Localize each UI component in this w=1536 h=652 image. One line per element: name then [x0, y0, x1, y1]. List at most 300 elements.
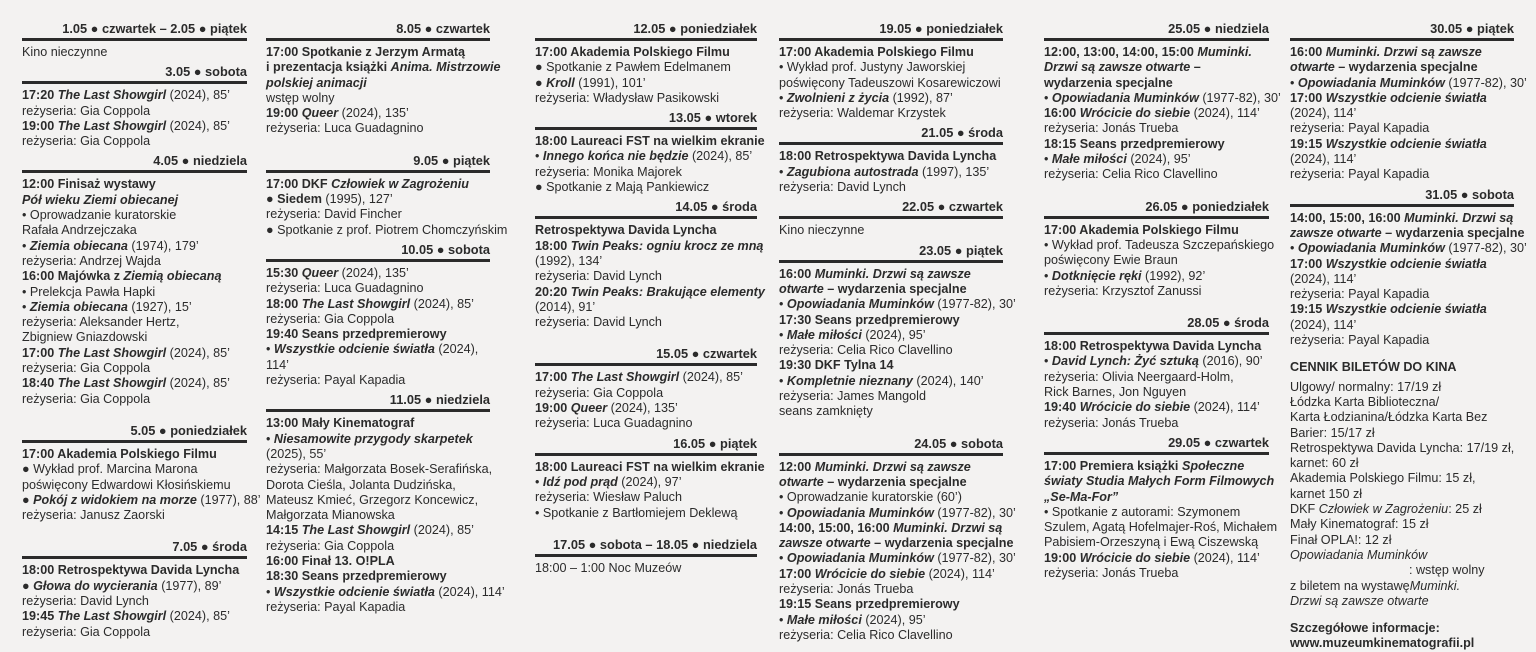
- text-segment: (1995), 127’: [321, 192, 393, 207]
- prices-title: CENNIK BILETÓW DO KINA: [1290, 360, 1457, 375]
- text-segment: The Last Showgirl: [301, 296, 411, 311]
- program-line: [779, 389, 1003, 404]
- text-segment: 19:30 DKF Tylna 14: [779, 358, 894, 373]
- schedule-column: [266, 21, 508, 620]
- program-line: [266, 493, 490, 508]
- text-segment: 19:00: [266, 106, 302, 121]
- text-segment: Wrócicie do siebie: [1079, 550, 1191, 565]
- program-line: [22, 285, 247, 300]
- program-line: [535, 134, 765, 149]
- text-segment: (1927), 15’: [127, 299, 192, 314]
- text-segment: 17:00 Akademia Polskiego Filmu: [22, 446, 217, 461]
- text-segment: reżyseria: Gia Coppola: [22, 361, 151, 376]
- text-segment: Idź pod prąd: [542, 474, 618, 489]
- text-segment: Niesamowite przygody skarpetek: [273, 431, 473, 446]
- program-line: [535, 416, 757, 431]
- program-line: [22, 300, 247, 315]
- program-line: [1290, 456, 1514, 471]
- program-line: [22, 119, 247, 134]
- program-line: [1290, 272, 1514, 287]
- text-segment: •: [1044, 90, 1052, 105]
- text-segment: 114’: [266, 357, 289, 372]
- program-line: [779, 313, 1003, 328]
- day-events: [22, 88, 247, 149]
- text-segment: 17:00: [535, 370, 571, 385]
- program-line: [266, 45, 490, 60]
- program-line: [1290, 380, 1514, 395]
- program-line: [1290, 45, 1514, 60]
- program-line: [266, 177, 490, 192]
- text-segment: Wrócicie do siebie: [814, 566, 926, 581]
- program-line: [779, 60, 1003, 75]
- text-segment: (2024), 85’: [166, 609, 230, 624]
- program-line: [266, 106, 490, 121]
- text-segment: Kompletnie nieznany: [786, 373, 913, 388]
- program-line: [1290, 517, 1514, 532]
- program-line: [266, 207, 490, 222]
- text-segment: ● Spotkanie z Mają Pankiewicz: [535, 180, 710, 195]
- text-segment: (2024), 135’: [338, 265, 409, 280]
- date-header: 3.05 ● sobota: [22, 65, 247, 84]
- schedule-column: [1044, 21, 1281, 586]
- program-line: [779, 165, 1003, 180]
- text-segment: Opowiadania Muminków: [1297, 75, 1445, 90]
- program-line: [779, 613, 1003, 628]
- text-segment: Wszystkie odcienie światła: [1325, 302, 1487, 317]
- program-line: [266, 358, 490, 373]
- text-segment: 16:00: [779, 266, 815, 281]
- text-segment: reżyseria: Jonás Trueba: [1044, 566, 1179, 581]
- text-segment: reżyseria: Waldemar Krzystek: [779, 106, 946, 121]
- text-segment: Zagubiona autostrada: [786, 164, 919, 179]
- program-line: [1044, 551, 1269, 566]
- program-line: [22, 447, 247, 462]
- text-segment: (2014), 91’: [535, 299, 596, 314]
- text-segment: poświęcony Ewie Braun: [1044, 253, 1178, 268]
- text-segment: (1977-82), 30’: [933, 551, 1016, 566]
- program-line: [22, 478, 247, 493]
- program-line: [266, 539, 490, 554]
- program-line: [779, 45, 1003, 60]
- program-line: [779, 282, 1003, 297]
- date-header: 24.05 ● sobota: [779, 437, 1003, 456]
- text-segment: 17:00: [22, 345, 58, 360]
- text-segment: Wszystkie odcienie światła: [273, 342, 435, 357]
- program-line: [22, 330, 247, 345]
- program-line: [535, 91, 757, 106]
- text-segment: ●: [266, 192, 278, 207]
- program-line: [535, 370, 757, 385]
- date-header: 31.05 ● sobota: [1290, 188, 1514, 207]
- text-segment: •: [266, 431, 274, 446]
- program-line: [22, 346, 247, 361]
- program-line: [535, 561, 757, 576]
- program-line: [1044, 370, 1269, 385]
- text-segment: •: [266, 584, 274, 599]
- day-events: [22, 45, 247, 60]
- date-header: 29.05 ● czwartek: [1044, 436, 1269, 455]
- program-line: [779, 297, 1016, 312]
- text-segment: Opowiadania Muminków: [1290, 547, 1428, 562]
- text-segment: (2024), 135’: [338, 106, 409, 121]
- text-segment: reżyseria: Gia Coppola: [22, 103, 151, 118]
- program-line: [1044, 385, 1269, 400]
- program-line: [266, 342, 490, 357]
- date-header: 14.05 ● środa: [535, 200, 757, 219]
- program-line: [535, 401, 757, 416]
- spacer: [779, 425, 1003, 437]
- program-line: [535, 223, 757, 238]
- program-line: [266, 447, 490, 462]
- website-link[interactable]: www.muzeumkinematografii.pl: [1290, 636, 1475, 651]
- text-segment: (2024), 114’: [434, 584, 505, 599]
- program-line: [1290, 91, 1514, 106]
- text-segment: – wydarzenia specjalne: [870, 536, 1014, 551]
- program-line: [1044, 152, 1269, 167]
- text-segment: (2024), 85’: [410, 296, 474, 311]
- text-segment: •: [22, 299, 30, 314]
- program-line: [1044, 459, 1269, 474]
- text-segment: (2024), 114’: [1290, 317, 1357, 332]
- schedule-column: [779, 21, 1016, 648]
- text-segment: 12:00: [779, 459, 815, 474]
- text-segment: Zbigniew Gniazdowski: [22, 330, 148, 345]
- text-segment: •: [779, 164, 787, 179]
- program-line: [1044, 354, 1269, 369]
- text-segment: Głowa do wycierania: [33, 578, 158, 593]
- program-line: [1290, 225, 1525, 241]
- day-events: [1044, 458, 1278, 581]
- text-segment: – wydarzenia specjalne: [823, 474, 967, 489]
- text-segment: Muminki. Drzwi są zawsze: [1325, 45, 1482, 59]
- program-line: [535, 254, 757, 269]
- text-segment: Opowiadania Muminków: [1297, 241, 1445, 256]
- text-segment: seans zamknięty: [779, 404, 873, 419]
- text-segment: (2024), 95’: [1126, 152, 1191, 167]
- day-events: [22, 177, 247, 406]
- date-header: 17.05 ● sobota – 18.05 ● niedziela: [535, 538, 757, 557]
- date-header: 25.05 ● niedziela: [1044, 22, 1269, 41]
- text-segment: The Last Showgirl: [57, 118, 167, 133]
- text-segment: 18:30 Seans przedpremierowy: [266, 569, 447, 584]
- text-segment: •: [535, 149, 543, 164]
- text-segment: reżyseria: Payal Kapadia: [1290, 333, 1430, 348]
- text-segment: •: [535, 474, 543, 489]
- program-line: [1044, 137, 1269, 152]
- program-line: [779, 490, 1003, 505]
- text-segment: • Wykład prof. Justyny Jaworskiej: [779, 60, 966, 75]
- text-segment: – wydarzenia specjalne: [823, 281, 967, 296]
- program-line: [266, 222, 508, 238]
- program-line: [779, 628, 1003, 643]
- program-line: [1044, 253, 1269, 268]
- program-line: [22, 376, 247, 391]
- text-segment: (1991), 101’: [574, 75, 646, 90]
- text-segment: Siedem: [277, 192, 322, 207]
- day-events: [1044, 222, 1275, 299]
- text-segment: reżyseria: Monika Majorek: [535, 164, 682, 179]
- text-segment: 16:00 Finał 13. O!PLA: [266, 554, 395, 569]
- text-segment: Ziemia obiecana: [29, 238, 128, 253]
- text-segment: • Oprowadzanie kuratorskie: [22, 208, 177, 223]
- text-segment: •: [1290, 75, 1298, 90]
- text-segment: 14:15: [266, 523, 302, 538]
- text-segment: zawsze otwarte: [779, 536, 871, 551]
- text-segment: reżyseria: Wiesław Paluch: [535, 490, 682, 505]
- program-line: [535, 269, 757, 284]
- program-line: [779, 106, 1003, 121]
- program-line: [1290, 594, 1514, 609]
- text-segment: 17:00 Akademia Polskiego Filmu: [779, 45, 974, 59]
- program-line: [1290, 333, 1514, 348]
- text-segment: reżyseria: Krzysztof Zanussi: [1044, 283, 1202, 298]
- text-segment: 19:15 Seans przedpremierowy: [779, 597, 960, 612]
- text-segment: 17:00 Spotkanie z Jerzym Armatą: [266, 45, 466, 59]
- spacer: [1290, 609, 1514, 621]
- program-line: [266, 523, 490, 538]
- text-segment: David Lynch: Żyć sztuką: [1051, 354, 1199, 369]
- text-segment: •: [779, 90, 787, 105]
- date-header: 7.05 ● środa: [22, 540, 247, 559]
- program-line: [779, 180, 1003, 195]
- text-segment: Retrospektywa Davida Lyncha: [535, 223, 717, 238]
- text-segment: • Wykład prof. Tadeusza Szczepańskiego: [1044, 237, 1275, 252]
- text-segment: Kino nieczynne: [22, 45, 108, 59]
- program-line: [779, 328, 1003, 343]
- text-segment: (2024), 85’: [166, 88, 230, 103]
- text-segment: Wszystkie odcienie światła: [1325, 256, 1487, 271]
- day-events: [535, 223, 765, 330]
- schedule-column: [1290, 21, 1527, 652]
- day-events: [266, 45, 501, 137]
- text-segment: 17:00: [1290, 90, 1326, 105]
- text-segment: Muminki. Drzwi są: [1404, 210, 1514, 225]
- program-line: [535, 506, 757, 521]
- program-line: [266, 373, 490, 388]
- text-segment: reżyseria: Gia Coppola: [266, 311, 395, 326]
- date-header: 1.05 ● czwartek – 2.05 ● piątek: [22, 22, 247, 41]
- program-line: [22, 392, 247, 407]
- program-line: [22, 269, 247, 284]
- program-line: [22, 45, 247, 60]
- program-line: [266, 312, 490, 327]
- text-segment: Rafała Andrzejczaka: [22, 223, 137, 238]
- program-line: [266, 554, 490, 569]
- text-segment: Muminki. Drzwi są: [893, 520, 1003, 535]
- text-segment: 13:00 Mały Kinematograf: [266, 416, 415, 431]
- program-line: [1290, 563, 1514, 578]
- day-events: [535, 45, 757, 106]
- date-header: 28.05 ● środa: [1044, 316, 1269, 335]
- program-line: [535, 475, 757, 490]
- text-segment: i prezentacja książki: [266, 60, 391, 75]
- text-segment: reżyseria: David Lynch: [535, 315, 662, 330]
- program-line: [266, 76, 490, 91]
- day-events: [266, 176, 508, 238]
- program-line: [1044, 284, 1269, 299]
- program-line: [1290, 257, 1514, 272]
- program-line: [1290, 441, 1514, 456]
- day-events: [535, 459, 765, 521]
- text-segment: otwarte: [779, 281, 824, 296]
- text-segment: reżyseria: Payal Kapadia: [1290, 287, 1430, 302]
- text-segment: reżyseria: Luca Guadagnino: [266, 121, 424, 136]
- program-line: [1044, 535, 1269, 550]
- program-line: [266, 584, 505, 600]
- schedule-column: [535, 21, 765, 581]
- program-line: [22, 177, 247, 192]
- text-segment: The Last Showgirl: [57, 376, 167, 391]
- program-line: [535, 165, 757, 180]
- day-events: [779, 266, 1016, 420]
- text-segment: 19:15: [1290, 136, 1326, 151]
- text-segment: Małe miłości: [786, 327, 862, 342]
- text-segment: Muminki.: [1409, 578, 1461, 593]
- text-segment: 18:40: [22, 376, 58, 391]
- text-segment: (2024), 85’: [166, 118, 230, 133]
- program-line: [266, 121, 490, 136]
- day-events: [535, 561, 757, 576]
- text-segment: Opowiadania Muminków: [786, 551, 934, 566]
- text-segment: •: [1290, 241, 1298, 256]
- text-segment: 18:15 Seans przedpremierowy: [1044, 136, 1225, 151]
- text-segment: 19:45: [22, 609, 58, 624]
- text-segment: (2024), 85’: [166, 376, 230, 391]
- text-segment: DKF: [1290, 502, 1319, 517]
- program-line: [779, 505, 1016, 521]
- program-line: [535, 180, 757, 195]
- text-segment: (2024),: [434, 342, 479, 357]
- text-segment: reżyseria: Aleksander Hertz,: [22, 315, 180, 330]
- text-segment: reżyseria: Luca Guadagnino: [266, 281, 424, 296]
- program-line: [779, 358, 1003, 373]
- program-line: [779, 460, 1003, 475]
- date-header: 21.05 ● środa: [779, 126, 1003, 145]
- text-segment: (1977-82), 30’: [933, 505, 1016, 520]
- date-header: 13.05 ● wtorek: [535, 111, 757, 130]
- text-segment: ●: [535, 75, 547, 90]
- text-segment: Muminki. Drzwi są zawsze: [814, 266, 971, 281]
- text-segment: 18:00: [266, 296, 302, 311]
- program-line: [1044, 400, 1269, 415]
- program-line: [535, 76, 757, 91]
- text-segment: ●: [22, 578, 34, 593]
- text-segment: wydarzenia specjalne: [1044, 75, 1173, 90]
- text-segment: (2016), 90’: [1198, 354, 1263, 369]
- text-segment: reżyseria: Gia Coppola: [266, 538, 395, 553]
- text-segment: otwarte: [1290, 60, 1335, 75]
- program-line: [22, 492, 261, 508]
- text-segment: reżyseria: Gia Coppola: [22, 624, 151, 639]
- program-line: [1044, 505, 1269, 520]
- program-line: [1290, 410, 1514, 425]
- program-line: [1044, 223, 1269, 238]
- date-header: 26.05 ● poniedziałek: [1044, 200, 1269, 219]
- text-segment: (1977-82), 30’: [933, 297, 1016, 312]
- program-line: [1290, 121, 1514, 136]
- text-segment: •: [779, 297, 787, 312]
- text-segment: reżyseria: Gia Coppola: [22, 134, 151, 149]
- text-segment: reżyseria: Payal Kapadia: [1290, 121, 1430, 136]
- program-line: [266, 266, 490, 281]
- text-segment: • Spotkanie z autorami: Szymonem: [1044, 504, 1241, 519]
- text-segment: reżyseria: James Mangold: [779, 389, 926, 404]
- program-line: [779, 536, 1014, 551]
- program-line: [266, 91, 490, 106]
- date-header: 12.05 ● poniedziałek: [535, 22, 757, 41]
- text-segment: Pół wieku Ziemi obiecanej: [22, 192, 179, 207]
- text-segment: reżyseria: David Lynch: [22, 594, 149, 609]
- program-line: [535, 284, 765, 300]
- text-segment: Pokój z widokiem na morze: [33, 492, 197, 507]
- text-segment: •: [779, 327, 787, 342]
- program-line: [1044, 237, 1275, 253]
- text-segment: Finał OPLA!: 12 zł: [1290, 532, 1392, 547]
- text-segment: (1977), 89’: [157, 578, 222, 593]
- text-segment: polskiej animacji: [266, 75, 367, 90]
- text-segment: (2024), 95’: [861, 327, 926, 342]
- text-segment: 17:00: [1290, 256, 1326, 271]
- text-segment: (2024), 135’: [607, 401, 678, 416]
- date-header: 5.05 ● poniedziałek: [22, 424, 247, 443]
- text-segment: Wszystkie odcienie światła: [1325, 136, 1487, 151]
- text-segment: •: [266, 342, 274, 357]
- day-events: [779, 149, 1003, 195]
- text-segment: reżyseria: Celia Rico Clavellino: [779, 343, 953, 358]
- date-header: 10.05 ● sobota: [266, 243, 490, 262]
- program-line: [1044, 474, 1275, 489]
- text-segment: Kino nieczynne: [779, 223, 865, 238]
- text-segment: –: [1190, 60, 1201, 75]
- text-segment: Drzwi są zawsze otwarte: [1290, 593, 1429, 608]
- text-segment: (2024), 140’: [912, 373, 984, 388]
- date-header: 19.05 ● poniedziałek: [779, 22, 1003, 41]
- text-segment: (2024), 114’: [1190, 106, 1260, 121]
- text-segment: 16:00: [1044, 106, 1080, 121]
- text-segment: Barier: 15/17 zł: [1290, 425, 1375, 440]
- text-segment: •: [22, 238, 30, 253]
- program-line: [22, 625, 247, 640]
- program-line: [1044, 90, 1281, 106]
- day-events: [266, 266, 490, 388]
- program-line: [1290, 152, 1514, 167]
- program-line: [535, 300, 757, 315]
- day-events: [1044, 45, 1281, 183]
- text-segment: – wydarzenia specjalne: [1381, 225, 1525, 240]
- program-line: [22, 193, 247, 208]
- date-header: 11.05 ● niedziela: [266, 393, 490, 412]
- text-segment: •: [779, 373, 787, 388]
- text-segment: (1997), 135’: [918, 164, 990, 179]
- text-segment: reżyseria: Celia Rico Clavellino: [1044, 167, 1218, 182]
- text-segment: (1992), 92’: [1141, 268, 1206, 283]
- program-line: [779, 521, 1003, 536]
- program-line: [22, 208, 247, 223]
- program-line: [535, 149, 757, 164]
- text-segment: Kroll: [546, 75, 575, 90]
- program-line: [266, 60, 501, 75]
- text-segment: 17:00: [779, 566, 815, 581]
- text-segment: Karta Łodzianina/Łódzka Karta Bez: [1290, 410, 1488, 425]
- text-segment: (2024), 114’: [1290, 271, 1357, 286]
- text-segment: – wydarzenia specjalne: [1334, 60, 1478, 75]
- text-segment: Akademia Polskiego Filmu: 15 zł,: [1290, 471, 1476, 486]
- text-segment: ● Spotkanie z prof. Piotrem Chomczyńskim: [266, 222, 508, 237]
- text-segment: ● Wykład prof. Marcina Marona: [22, 462, 198, 477]
- date-header: 23.05 ● piątek: [779, 244, 1003, 263]
- text-segment: Opowiadania Muminków: [786, 297, 934, 312]
- text-segment: (1992), 87’: [889, 90, 953, 105]
